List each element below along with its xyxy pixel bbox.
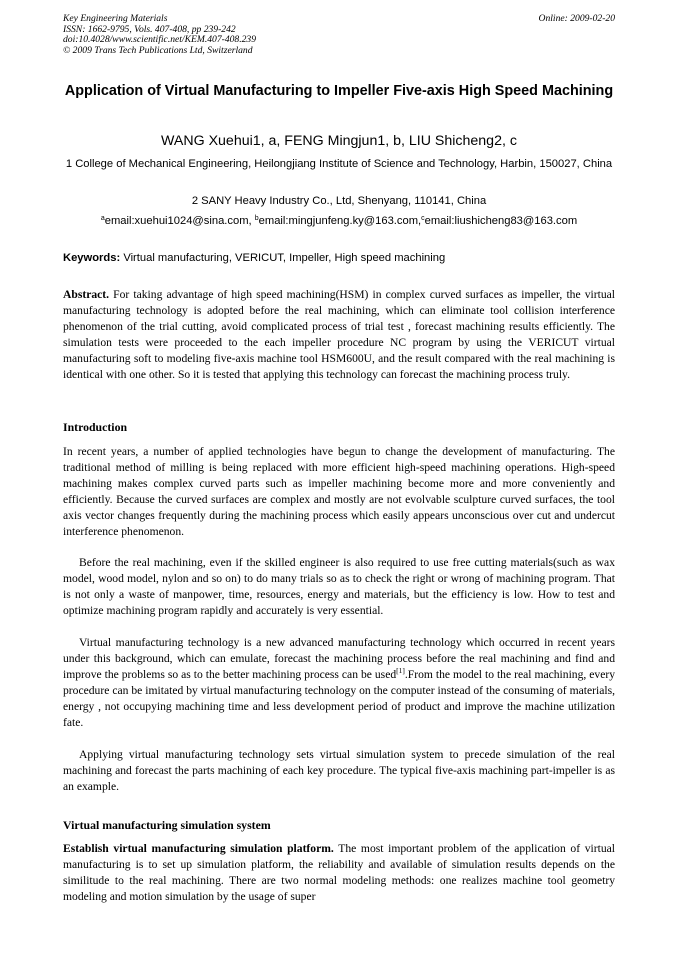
platform-run-in-heading: Establish virtual manufacturing simulation platform. [63,842,334,855]
journal-doi: doi:10.4028/www.scientific.net/KEM.407-408.239 [63,34,257,46]
introduction-paragraph-2: Before the real machining, even if the skilled engineer is also required to use free cutting materials(such as wax model, wood model, nylon and so on) to do many trials so as to check the right or wrong of machining program. That is not only a waste of manpower, time, resources, energy and materials, but the efficiency is low. How to test and optimize machining program rapidly and accurately is very essential. [63,556,615,617]
email-mark-a: a [100,215,105,222]
keywords-label: Keywords: [63,252,121,264]
online-date: Online: 2009-02-20 [538,13,615,24]
citation-ref-1: [1] [396,665,405,675]
email-c: email:liushicheng83@163.com [424,215,578,227]
journal-copyright: © 2009 Trans Tech Publications Ltd, Switzerland [63,44,253,56]
journal-name: Key Engineering Materials [63,13,168,24]
section-paragraph-platform [63,841,615,905]
introduction-heading: Introduction [63,420,128,434]
journal-header [63,14,615,56]
abstract [63,287,615,382]
affiliation-2: 2 SANY Heavy Industry Co., Ltd, Shenyang, 110141, China [191,195,487,207]
section-heading-simulation-system: Virtual manufacturing simulation system [63,818,271,832]
author-emails [63,214,615,230]
introduction-paragraph-1: In recent years, a number of applied technologies have begun to change the development of manufacturing. The traditional method of milling is being replaced with more efficient high-speed machining operations. High-speed machining makes complex curved parts such as impeller machining become more and more conveniently and efficiently. Because the curved surfaces are complex and mostly are not evolvable sculpture curved surfaces, the tool axis vector changes frequently during the machining process which easily appears unconscious over cut and undercut interference phenomenon. [63,445,615,538]
abstract-label: Abstract. [63,288,110,301]
journal-issn: ISSN: 1662-9795, Vols. 407-408, pp 239-242 [63,23,236,35]
introduction-paragraph-3-text-b: .From the model to the real machining, every procedure can be imitated by virtual manufacturing technology on the computer instead of the consuming of materials, energy , not occupying machining time and less development period of product and improve the machine utilization fate. [63,667,615,729]
keywords [63,251,615,265]
email-mark-b: b [254,215,259,222]
platform-text: The most important problem of the application of virtual manufacturing is to set up simulation platform, the reliability and available of simulation results depends on the similitude to the real machining. There are two normal modeling methods: one realizes machine tool geometry modeling and motion simulation by the usage of super [63,842,615,903]
abstract-text: For taking advantage of high speed machining(HSM) in complex curved surfaces as impeller, the virtual manufacturing technology is adopted before the real machining, which can eliminate tool collision interference phenomenon of the trial cutting, avoid complicated process of trial test , forecast machining results efficiently. The simulation tests were proceeded to the each impeller procedure NC program by using the VERICUT virtual manufacturing soft to modeling five-axis machine tool HSM600U, and the result compared with the real machining is identical with one other. So it is tested that applying this technology can forecast the machining process truly. [63,288,615,381]
keywords-text: Virtual manufacturing, VERICUT, Impeller, High speed machining [123,252,446,264]
author-list: WANG Xuehui1, a, FENG Mingjun1, b, LIU Shicheng2, c [161,133,517,149]
email-b: email:mingjunfeng.ky@163.com, [258,215,422,227]
email-mark-c: c [421,215,425,222]
affiliation-1: 1 College of Mechanical Engineering, Heilongjiang Institute of Science and Technology, Harbin, 150027, China [65,158,613,170]
introduction-paragraph-3-text-a: Virtual manufacturing technology is a new advanced manufacturing technology which occurred in recent years under this background, which can emulate, forecast the machining process before the real machining and find and improve the problems so as to the better machining process can be used [63,636,615,681]
introduction-paragraph-4: Applying virtual manufacturing technology sets virtual simulation system to precede simulation of the real machining and forecast the parts machining of each key procedure. The typical five-axis machining part-impeller is as an example. [63,748,615,793]
email-a: email:xuehui1024@sina.com, [104,215,252,227]
introduction-paragraph-3 [63,635,615,730]
paper-title: Application of Virtual Manufacturing to Impeller Five-axis High Speed Machining [64,83,614,99]
